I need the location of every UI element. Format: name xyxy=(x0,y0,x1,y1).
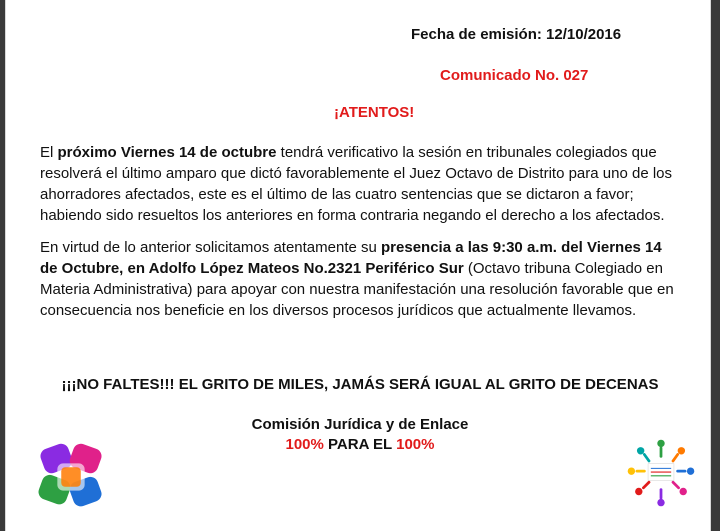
circle-of-people-logo-icon xyxy=(624,436,698,510)
paragraph-request-text-2: (Octavo tribuna Colegiado en Materia Administrativa) para apoyar con nuestra manifestación una resolución favorable que en consecuencia nos beneficie en los diversos procesos jurídicos que actualmente llevamos. xyxy=(40,260,674,319)
paragraph-event-text-1: El xyxy=(40,144,58,161)
commission-name: Comisión Jurídica y de Enlace xyxy=(251,416,469,433)
paragraph-event xyxy=(40,142,680,226)
paragraph-request xyxy=(40,237,680,321)
motto-middle: PARA EL xyxy=(323,436,397,453)
paragraph-event-date: próximo Viernes 14 de octubre xyxy=(57,144,277,161)
release-number: Comunicado No. 027 xyxy=(440,67,589,84)
document-page xyxy=(6,0,710,531)
paragraph-request-location: presencia a las 9:30 a.m. del Viernes 14 de Octubre, en Adolfo López Mateos No.2321 Periférico Sur xyxy=(40,239,662,277)
paragraph-event-text-2: tendrá verificativo la sesión en tribunales colegiados que resolverá el último amparo que dictó favorablemente el Juez Octavo de Distrito para uno de los ahorradores afectados, este es el último de las cuatro sentencias que se dictaron a favor; habiendo sido resueltos los anteriores en forma contraria negando el derecho a los afectados. xyxy=(40,144,672,224)
paragraph-request-text-1: En virtud de lo anterior solicitamos atentamente su xyxy=(40,239,382,256)
motto-percent-1: 100% xyxy=(285,436,324,453)
motto xyxy=(40,434,680,455)
attention-heading: ¡ATENTOS! xyxy=(334,104,415,121)
interlocking-hands-logo-icon xyxy=(32,438,110,516)
slogan: ¡¡¡NO FALTES!!! EL GRITO DE MILES, JAMÁS SERÁ IGUAL AL GRITO DE DECENAS xyxy=(61,376,659,393)
motto-percent-2: 100% xyxy=(396,436,435,453)
issue-date: Fecha de emisión: 12/10/2016 xyxy=(411,26,622,43)
